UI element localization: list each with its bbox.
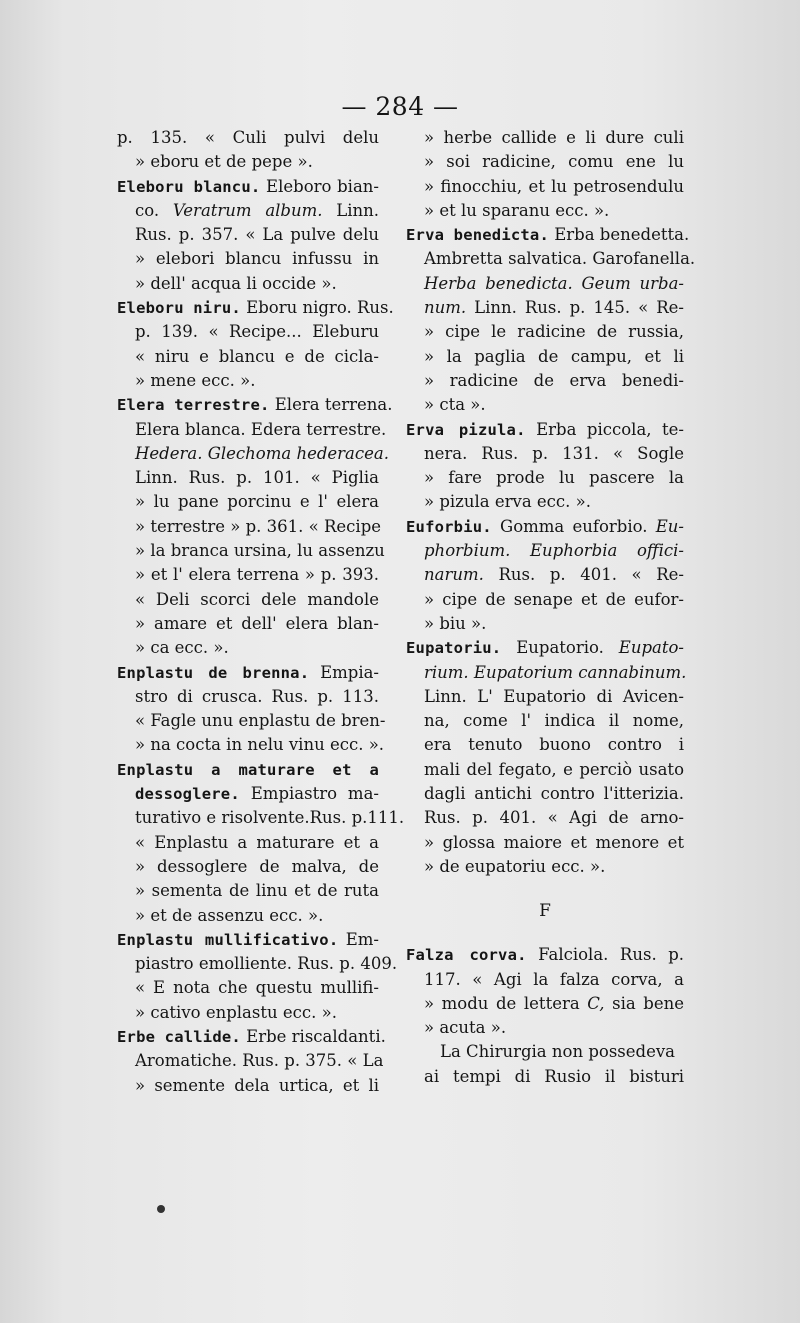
text-run: Eleboro bian- (260, 176, 379, 196)
right-column (406, 126, 696, 1089)
entry-headword: Enplastu a maturare et a (117, 760, 379, 779)
text-line (406, 320, 684, 344)
text-run: » la paglia de campu, et li (424, 346, 684, 366)
text-line (117, 563, 379, 587)
text-line (117, 661, 379, 685)
text-line (117, 904, 379, 928)
text-line (117, 758, 379, 782)
latin-name: Eupato- (618, 638, 684, 658)
text-line (406, 223, 690, 247)
dictionary-entry (117, 393, 393, 660)
text-run: « Enplastu a maturare et a (135, 832, 379, 852)
text-line (117, 418, 387, 442)
entry-headword: Erva pizula. (406, 420, 526, 439)
text-line (406, 943, 684, 967)
text-line (117, 369, 379, 393)
dictionary-entry (117, 928, 398, 1025)
text-line (406, 636, 684, 660)
text-run: » sementa de linu et de ruta (135, 881, 379, 901)
text-run: » ca ecc. ». (135, 638, 229, 658)
text-line (406, 992, 684, 1016)
text-line (406, 515, 684, 539)
text-line (406, 709, 684, 733)
text-line (117, 150, 379, 174)
dictionary-entry (117, 175, 379, 296)
text-line (406, 855, 684, 879)
entry-headword: Elera terrestre. (117, 396, 270, 415)
text-run: » biu ». (424, 613, 487, 633)
text-line (406, 1040, 684, 1064)
text-line (117, 320, 379, 344)
latin-name: rium. Eupatorium cannabinum. (424, 662, 687, 682)
entry-headword: Enplastu de brenna. (117, 663, 310, 682)
text-line (406, 539, 684, 563)
text-line (406, 685, 684, 709)
text-line (406, 1016, 684, 1040)
text-run: » herbe callide e li dure culi (424, 128, 684, 147)
text-line (406, 418, 684, 442)
text-line (406, 1065, 684, 1089)
text-line (117, 442, 389, 466)
text-run: » de eupatoriu ecc. ». (424, 856, 606, 876)
text-line (117, 515, 382, 539)
text-run: Empiastro ma- (239, 784, 379, 804)
dictionary-entry (406, 418, 684, 515)
text-line (117, 539, 385, 563)
text-line (117, 685, 379, 709)
left-column (117, 126, 405, 1098)
text-line (406, 782, 684, 806)
text-line (406, 733, 684, 757)
text-line (117, 976, 379, 1000)
entry-headword: dessoglere. (135, 785, 240, 804)
text-run: Erba benedetta. (548, 225, 690, 245)
text-line (406, 442, 684, 466)
text-line (117, 272, 379, 296)
latin-name: Eu- (655, 516, 684, 536)
text-run: Empia- (309, 662, 380, 682)
text-run: » acuta ». (424, 1018, 507, 1038)
text-line (117, 733, 385, 757)
text-run: La Chirurgia non possedeva (440, 1042, 676, 1062)
dictionary-entry (406, 943, 684, 1040)
text-run: mali del fegato, e perciò usato (424, 759, 684, 779)
text-line (117, 806, 405, 830)
text-run: » elebori blancu infussu in (135, 249, 379, 269)
dictionary-entry (117, 758, 405, 928)
page-number: — 284 — (341, 92, 459, 121)
text-line (406, 175, 684, 199)
text-run: 117. « Agi la falza corva, a (424, 969, 684, 989)
text-run: Linn. Rus. p. 101. « Piglia (135, 468, 379, 488)
text-line (406, 466, 684, 490)
text-run: » terrestre » p. 361. « Recipe (135, 516, 382, 536)
latin-name: Veratrum album. (172, 200, 323, 220)
text-run: Erba piccola, te- (525, 419, 684, 439)
text-line (117, 175, 379, 199)
text-line (406, 296, 684, 320)
text-line (406, 150, 684, 174)
text-line (406, 661, 687, 685)
text-run: piastro emolliente. Rus. p. 409. (135, 954, 398, 974)
text-run: » pizula erva ecc. ». (424, 492, 591, 512)
text-run: » cta ». (424, 395, 486, 415)
text-line (117, 1074, 379, 1098)
text-run: Elera blanca. Edera terrestre. (135, 419, 387, 439)
entry-headword: Eupatoriu. (406, 639, 502, 658)
text-line (406, 806, 684, 830)
text-run: « Fagle unu enplastu de bren- (135, 711, 386, 731)
text-line (406, 758, 684, 782)
text-line (117, 879, 379, 903)
dictionary-entry (406, 636, 687, 879)
text-run: » cativo enplastu ecc. ». (135, 1002, 337, 1022)
entry-headword: Falza corva. (406, 946, 527, 965)
text-run: stro di crusca. Rus. p. 113. (135, 686, 379, 706)
text-line (117, 345, 379, 369)
text-run: » fare prode lu pascere la (424, 468, 684, 488)
text-line (406, 612, 684, 636)
text-line (406, 247, 696, 271)
dictionary-entry (117, 126, 379, 175)
text-run: Ambretta salvatica. Garofanella. (424, 249, 696, 269)
text-run: Aromatiche. Rus. p. 375. « La (135, 1051, 384, 1071)
text-line (117, 1025, 386, 1049)
entry-headword: Eleboru blancu. (117, 177, 261, 196)
text-run: Rus. p. 401. « Re- (483, 565, 684, 585)
text-run: Gomma euforbio. (491, 516, 656, 536)
text-line (117, 831, 379, 855)
text-run: Rus. p. 357. « La pulve delu (135, 225, 379, 245)
text-run: Linn. L' Eupatorio di Avicen- (424, 686, 684, 706)
dictionary-entry (406, 1040, 684, 1089)
entry-headword: Euforbiu. (406, 517, 492, 536)
text-run: Rus. p. 401. « Agi de arno- (424, 808, 684, 828)
text-run: Linn. (322, 200, 380, 220)
text-run: « Deli scorci dele mandole (135, 589, 379, 609)
text-run: co. (135, 200, 173, 220)
text-line (117, 126, 379, 150)
text-run: Erbe riscaldanti. (240, 1026, 386, 1046)
text-run: » finocchiu, et lu petrosendulu (424, 176, 684, 196)
text-run: » cipe de senape et de eufor- (424, 589, 684, 609)
text-line (117, 636, 379, 660)
text-run: » glossa maiore et menore et (424, 832, 684, 852)
text-line (117, 296, 394, 320)
text-run: » amare et dell' elera blan- (135, 613, 379, 633)
dictionary-entry (117, 1025, 386, 1098)
text-line (117, 782, 379, 806)
dictionary-entry (117, 296, 394, 393)
text-line (117, 855, 379, 879)
text-line (117, 1001, 379, 1025)
text-line (117, 1049, 384, 1073)
entry-headword: Eleboru niru. (117, 299, 241, 318)
text-line (406, 369, 684, 393)
latin-name: phorbium. Euphorbia offici- (424, 541, 684, 561)
text-line (406, 199, 684, 223)
text-run: turativo e risolvente.Rus. p.111. (135, 808, 405, 828)
text-run: Em- (338, 929, 379, 949)
text-line (117, 952, 398, 976)
text-line (406, 968, 684, 992)
section-letter-heading: F (539, 901, 551, 922)
text-run: » et lu sparanu ecc. ». (424, 200, 610, 220)
latin-name: Herba benedicta. Geum urba- (424, 273, 684, 293)
text-line (406, 345, 684, 369)
text-run: Elera terrena. (269, 395, 393, 415)
text-run: » la branca ursina, lu assenzu (135, 541, 385, 561)
text-line (117, 612, 379, 636)
text-run: Eupatorio. (501, 638, 619, 658)
text-run: ai tempi di Rusio il bisturi (424, 1066, 684, 1086)
entry-headword: Erva benedicta. (406, 226, 549, 245)
text-run: Falciola. Rus. p. (526, 945, 684, 965)
text-line (406, 563, 684, 587)
text-line (406, 831, 684, 855)
text-run: dagli antichi contro l'itterizia. (424, 784, 684, 804)
text-run: » modu de lettera (424, 993, 588, 1013)
text-run: Eboru nigro. Rus. (240, 298, 394, 318)
entry-headword: Erbe callide. (117, 1027, 241, 1046)
text-run: » dell' acqua li occide ». (135, 273, 337, 293)
text-run: na, come l' indica il nome, (424, 711, 684, 731)
dictionary-entry (406, 223, 696, 417)
text-run: « E nota che questu mullifi- (135, 978, 379, 998)
ink-dot (157, 1205, 165, 1213)
text-run: » radicine de erva benedi- (424, 370, 684, 390)
text-run: » dessoglere de malva, de (135, 856, 379, 876)
text-line (117, 490, 379, 514)
latin-name: C, (587, 993, 605, 1013)
text-line (406, 490, 684, 514)
text-run: nera. Rus. p. 131. « Sogle (424, 443, 684, 463)
text-line (117, 247, 379, 271)
dictionary-entry (406, 126, 684, 223)
text-run: era tenuto buono contro i (424, 735, 684, 755)
text-line (117, 466, 379, 490)
text-run: sia bene (604, 993, 684, 1013)
text-line (406, 588, 684, 612)
text-line (117, 223, 379, 247)
text-run: Linn. Rus. p. 145. « Re- (466, 298, 684, 318)
text-run: p. 139. « Recipe... Eleburu (135, 322, 379, 342)
text-run: » lu pane porcinu e l' elera (135, 492, 379, 512)
text-run: » semente dela urtica, et li (135, 1075, 379, 1095)
text-run: » mene ecc. ». (135, 370, 256, 390)
dictionary-entry (406, 515, 684, 636)
text-run: » eboru et de pepe ». (135, 152, 313, 172)
text-line (117, 588, 379, 612)
text-line (117, 199, 379, 223)
text-run: » et l' elera terrena » p. 393. (135, 565, 379, 585)
text-run: » cipe le radicine de russia, (424, 322, 684, 342)
dictionary-entry (117, 661, 386, 758)
text-run: » et de assenzu ecc. ». (135, 905, 324, 925)
text-run: » na cocta in nelu vinu ecc. ». (135, 735, 385, 755)
latin-name: num. (424, 298, 467, 318)
text-line (117, 709, 386, 733)
text-line (406, 272, 684, 296)
text-line (406, 393, 684, 417)
latin-name: Hedera. Glechoma hederacea. (135, 443, 389, 463)
text-run: « niru e blancu e de cicla- (135, 346, 379, 366)
text-run: » soi radicine, comu ene lu (424, 152, 684, 172)
entry-headword: Enplastu mullificativo. (117, 930, 339, 949)
text-line (117, 928, 379, 952)
latin-name: narum. (424, 565, 484, 585)
text-run: p. 135. « Culi pulvi delu (117, 128, 379, 147)
text-line (117, 393, 393, 417)
text-line (406, 126, 684, 150)
